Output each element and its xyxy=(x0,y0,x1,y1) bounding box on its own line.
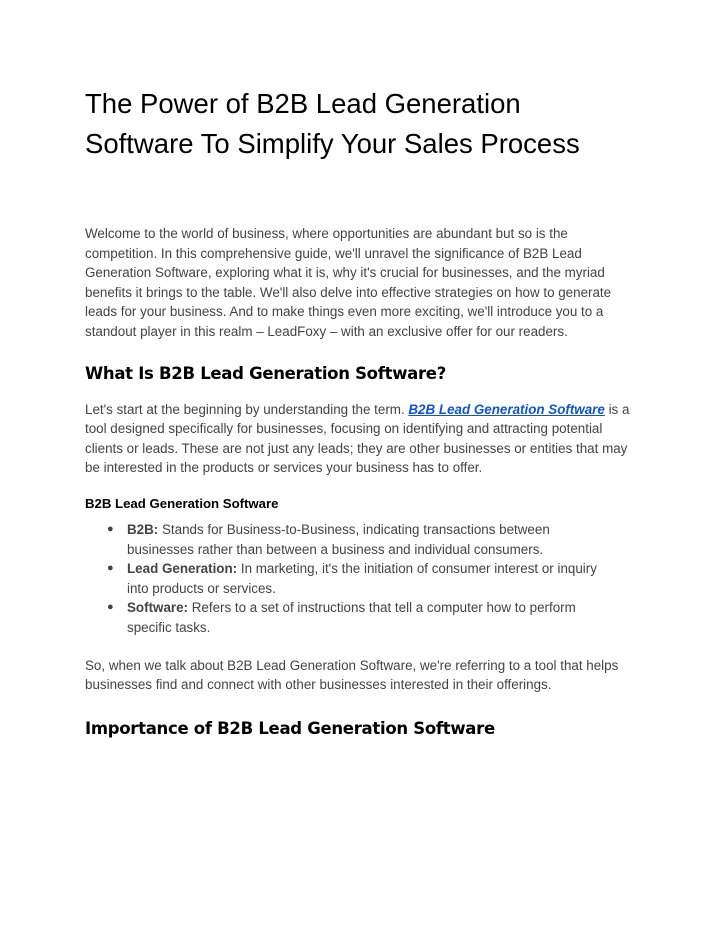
bullet-text: Refers to a set of instructions that tell a computer how to perform specific tasks. xyxy=(127,600,576,635)
bullet-text: Stands for Business-to-Business, indicating transactions between businesses rather than between a business and individual consumers. xyxy=(127,521,550,557)
definition-bullet-list xyxy=(85,520,640,638)
list-item xyxy=(107,598,640,637)
intro-paragraph: Welcome to the world of business, where opportunities are abundant but so is the competition. In this comprehensive guide, we'll unravel the significance of B2B Lead Generation Software, exploring what it is, why it's crucial for businesses, and the myriad benefits it brings to the table. We'll also delve into effective strategies on how to generate leads for your business. And to make things even more exciting, we'll introduce you to a standout player in this realm – LeadFoxy – with an exclusive offer for our readers. xyxy=(85,226,612,339)
subheading-b2b-lead-generation-software: B2B Lead Generation Software xyxy=(85,495,279,511)
document-page xyxy=(85,84,640,741)
list-item xyxy=(107,559,640,598)
bullet-dot-icon: ● xyxy=(107,522,114,535)
bullet-term: Software: xyxy=(127,600,189,616)
definition-text-before: Let's start at the beginning by understanding the term. xyxy=(85,401,409,417)
document-title: The Power of B2B Lead Generation Software To Simplify Your Sales Process xyxy=(85,88,580,159)
bullet-text: In marketing, it's the initiation of consumer interest or inquiry into products or services. xyxy=(127,561,597,596)
bullet-dot-icon: ● xyxy=(107,601,114,614)
definition-text-after: is a tool designed specifically for businesses, focusing on identifying and attracting potential clients or leads. These are not just any leads; they are other businesses or entities that may be interested in the products or services your business has to offer. xyxy=(85,401,630,476)
b2b-lead-generation-link[interactable]: B2B Lead Generation Software xyxy=(408,401,605,417)
list-item xyxy=(107,520,640,559)
section-heading-what-is: What Is B2B Lead Generation Software? xyxy=(85,363,446,383)
section-heading-importance: Importance of B2B Lead Generation Software xyxy=(85,718,495,738)
bullet-dot-icon: ● xyxy=(107,562,114,575)
bullet-term: B2B: xyxy=(127,521,159,537)
summary-paragraph: So, when we talk about B2B Lead Generation Software, we're referring to a tool that helps businesses find and connect with other businesses interested in their offerings. xyxy=(85,657,619,693)
bullet-term: Lead Generation: xyxy=(127,561,238,577)
definition-paragraph xyxy=(85,400,640,478)
